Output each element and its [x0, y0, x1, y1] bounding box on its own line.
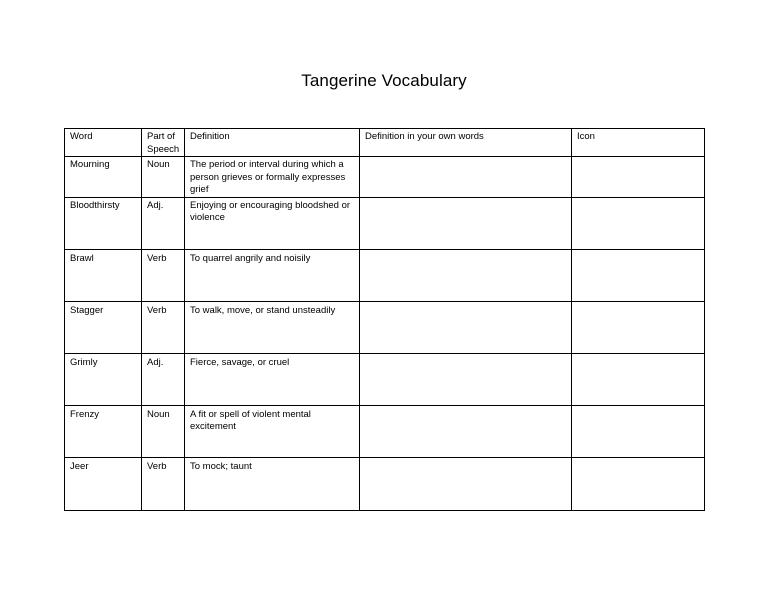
own-words-cell[interactable]: [360, 353, 572, 405]
page-title: Tangerine Vocabulary: [301, 71, 467, 90]
part-of-speech-cell: Noun: [142, 405, 185, 457]
definition-cell: The period or interval during which a person grieves or formally expresses grief: [185, 157, 360, 198]
icon-cell[interactable]: [572, 301, 705, 353]
own-words-cell[interactable]: [360, 405, 572, 457]
own-words-cell[interactable]: [360, 457, 572, 510]
vocabulary-table: [64, 128, 705, 511]
definition-cell: To mock; taunt: [185, 457, 360, 510]
part-of-speech-cell: Verb: [142, 249, 185, 301]
own-words-cell[interactable]: [360, 157, 572, 198]
word-cell: Frenzy: [65, 405, 142, 457]
table-row: [65, 157, 705, 198]
header-row: [65, 129, 705, 157]
table-row: [65, 301, 705, 353]
own-words-cell[interactable]: [360, 249, 572, 301]
table-row: [65, 405, 705, 457]
word-cell: Jeer: [65, 457, 142, 510]
definition-cell: To walk, move, or stand unsteadily: [185, 301, 360, 353]
word-cell: Brawl: [65, 249, 142, 301]
icon-cell[interactable]: [572, 197, 705, 249]
definition-cell: Fierce, savage, or cruel: [185, 353, 360, 405]
part-of-speech-cell: Verb: [142, 301, 185, 353]
icon-cell[interactable]: [572, 457, 705, 510]
table-row: [65, 457, 705, 510]
table-row: [65, 353, 705, 405]
header-part-of-speech: Part of Speech: [142, 129, 185, 157]
header-icon: Icon: [572, 129, 705, 157]
header-own-words: Definition in your own words: [360, 129, 572, 157]
definition-cell: To quarrel angrily and noisily: [185, 249, 360, 301]
icon-cell[interactable]: [572, 353, 705, 405]
header-word: Word: [65, 129, 142, 157]
own-words-cell[interactable]: [360, 301, 572, 353]
part-of-speech-cell: Verb: [142, 457, 185, 510]
definition-cell: A fit or spell of violent mental excitement: [185, 405, 360, 457]
definition-cell: Enjoying or encouraging bloodshed or violence: [185, 197, 360, 249]
word-cell: Mourning: [65, 157, 142, 198]
part-of-speech-cell: Adj.: [142, 197, 185, 249]
part-of-speech-cell: Adj.: [142, 353, 185, 405]
icon-cell[interactable]: [572, 405, 705, 457]
table-row: [65, 197, 705, 249]
part-of-speech-cell: Noun: [142, 157, 185, 198]
own-words-cell[interactable]: [360, 197, 572, 249]
table-row: [65, 249, 705, 301]
word-cell: Stagger: [65, 301, 142, 353]
icon-cell[interactable]: [572, 157, 705, 198]
word-cell: Bloodthirsty: [65, 197, 142, 249]
icon-cell[interactable]: [572, 249, 705, 301]
header-definition: Definition: [185, 129, 360, 157]
word-cell: Grimly: [65, 353, 142, 405]
